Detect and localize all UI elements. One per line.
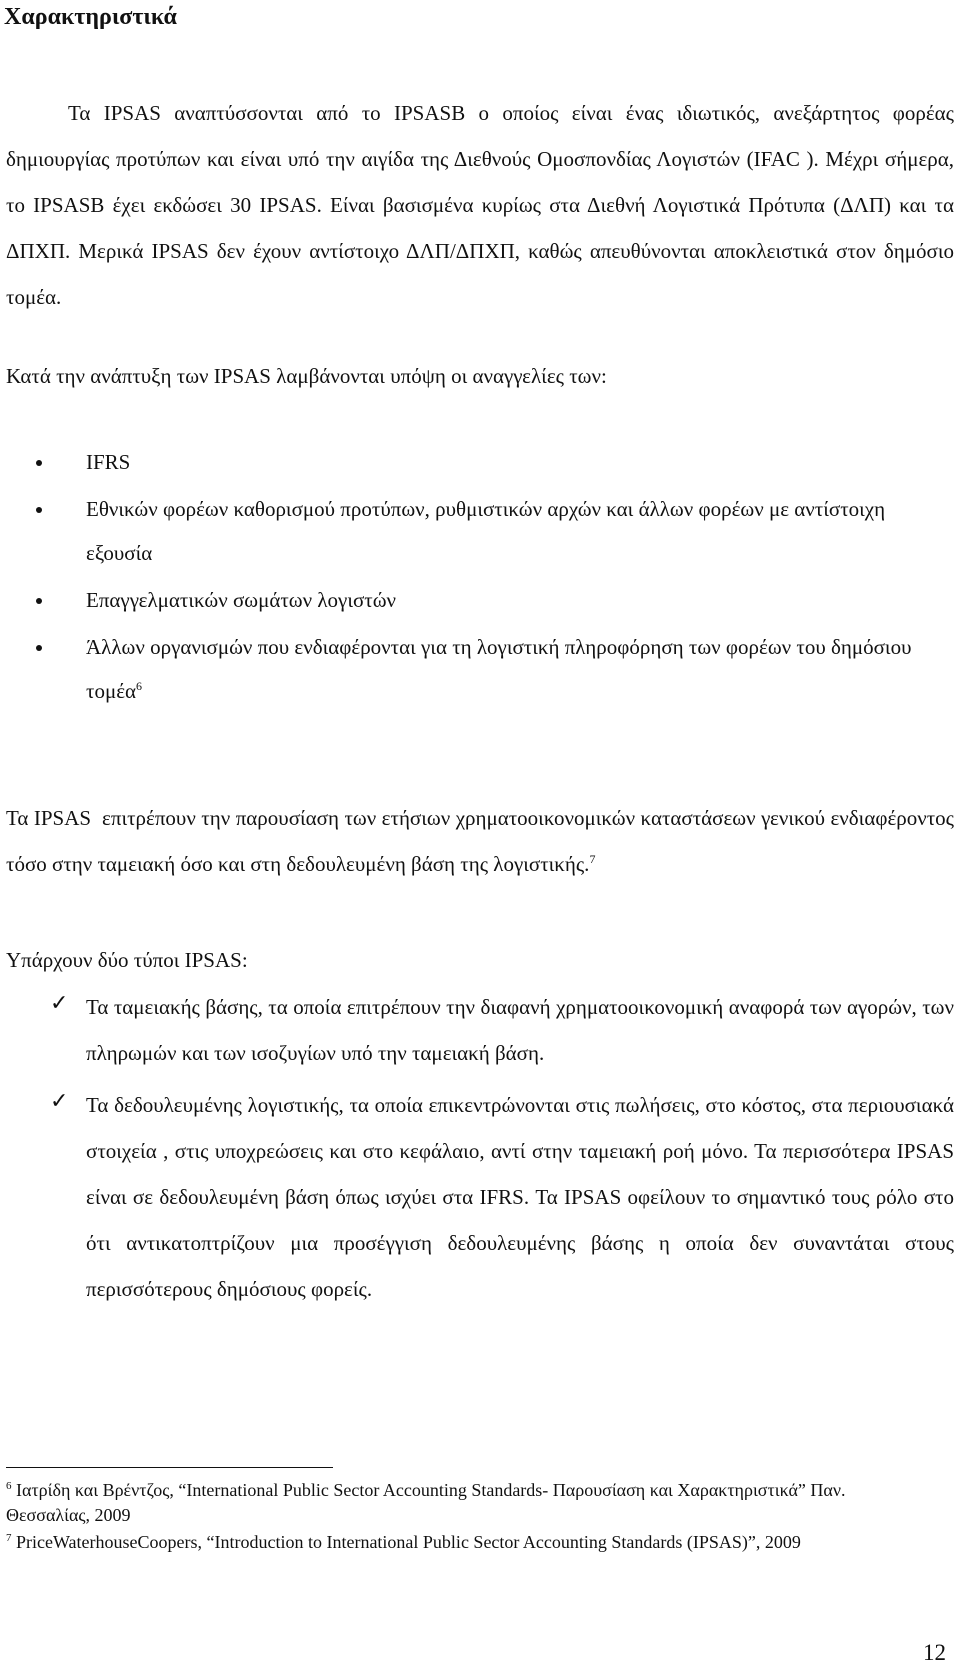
footnote-number: 6 — [6, 1480, 12, 1492]
bullet-dot-icon — [36, 460, 42, 466]
checklist — [6, 984, 954, 1318]
checklist-item — [6, 984, 954, 1076]
footnote-divider — [6, 1467, 333, 1468]
footnote-ref: 6 — [136, 679, 143, 693]
types-line: Υπάρχουν δύο τύποι IPSAS: — [6, 948, 248, 972]
list-item-text: Εθνικών φορέων καθορισμού προτύπων, ρυθμιστικών αρχών και άλλων φορέων με αντίστοιχη εξουσία — [86, 497, 886, 565]
list-item-text: Άλλων οργανισμών που ενδιαφέρονται για τη λογιστική πληροφόρηση των φορέων του δημόσιου τομέα — [86, 635, 912, 703]
bullet-list — [6, 440, 954, 716]
allow-paragraph — [6, 795, 960, 887]
allow-paragraph-text: Τα IPSAS επιτρέπουν την παρουσίαση των ετήσιων χρηματοοικονομικών καταστάσεων γενικού ενδιαφέροντος τόσο στην ταμειακή όσο και στη δεδουλευμένη βάση της λογιστικής. — [6, 806, 960, 876]
checkmark-icon: ✓ — [50, 1089, 69, 1114]
footnote-text: PriceWaterhouseCoopers, “Introduction to International Public Sector Accounting Standards (IPSAS)”, 2009 — [16, 1532, 801, 1552]
footnote — [6, 1478, 906, 1528]
footnote-text: Ιατρίδη και Βρέντζος, “International Public Sector Accounting Standards- Παρουσίαση και Χαρακτηριστικά” Παν. Θεσσαλίας, 2009 — [6, 1480, 846, 1525]
list-item — [6, 578, 954, 622]
checklist-item — [6, 1082, 954, 1312]
section-heading: Χαρακτηριστικά — [4, 4, 177, 30]
list-item — [6, 625, 954, 713]
consideration-line: Κατά την ανάπτυξη των IPSAS λαμβάνονται υπόψη οι αναγγελίες των: — [6, 364, 607, 388]
list-item-text: Επαγγελματικών σωμάτων λογιστών — [86, 588, 397, 612]
checkmark-icon: ✓ — [50, 991, 69, 1016]
checklist-item-text: Τα ταμειακής βάσης, τα οποία επιτρέπουν την διαφανή χρηματοοικονομική αναφορά των αγορών, των πληρωμών και των ισοζυγίων υπό την ταμειακή βάση. — [86, 995, 954, 1065]
list-item-text: IFRS — [86, 450, 131, 474]
intro-paragraph: Τα IPSAS αναπτύσσονται από το IPSASB ο οποίος είναι ένας ιδιωτικός, ανεξάρτητος φορέας δημιουργίας προτύπων και είναι υπό την αιγίδα της Διεθνούς Ομοσπονδίας Λογιστών (IFAC ). Μέχρι σήμερα, το IPSASB έχει εκδώσει 30 IPSAS. Είναι βασισμένα κυρίως στα Διεθνή Λογιστικά Πρότυπα (ΔΛΠ) και τα ΔΠΧΠ. Μερικά IPSAS δεν έχουν αντίστοιχο ΔΛΠ/ΔΠΧΠ, καθώς απευθύνονται αποκλειστικά στον δημόσιο τομέα. — [6, 101, 954, 309]
list-item — [6, 440, 954, 484]
footnote-ref: 7 — [589, 852, 596, 866]
page-number: 12 — [923, 1640, 946, 1665]
footnote-number: 7 — [6, 1532, 12, 1544]
checklist-item-text: Τα δεδουλευμένης λογιστικής, τα οποία επικεντρώνονται στις πωλήσεις, στο κόστος, στα περιουσιακά στοιχεία , στις υποχρεώσεις και στο κεφάλαιο, αντί στην ταμειακή ροή μόνο. Τα περισσότερα IPSAS είναι σε δεδουλευμένη βάση όπως ισχύει στα IFRS. Τα IPSAS οφείλουν το σημαντικό τους ρόλο στο ότι αντικατοπτρίζουν μια προσέγγιση δεδουλευμένης βάσης η οποία δεν συναντάται στους περισσότερους δημόσιους φορείς. — [86, 1093, 954, 1301]
bullet-dot-icon — [36, 598, 42, 604]
footnotes — [6, 1478, 906, 1557]
footnote — [6, 1530, 906, 1555]
list-item — [6, 487, 954, 575]
bullet-dot-icon — [36, 645, 42, 651]
bullet-dot-icon — [36, 507, 42, 513]
